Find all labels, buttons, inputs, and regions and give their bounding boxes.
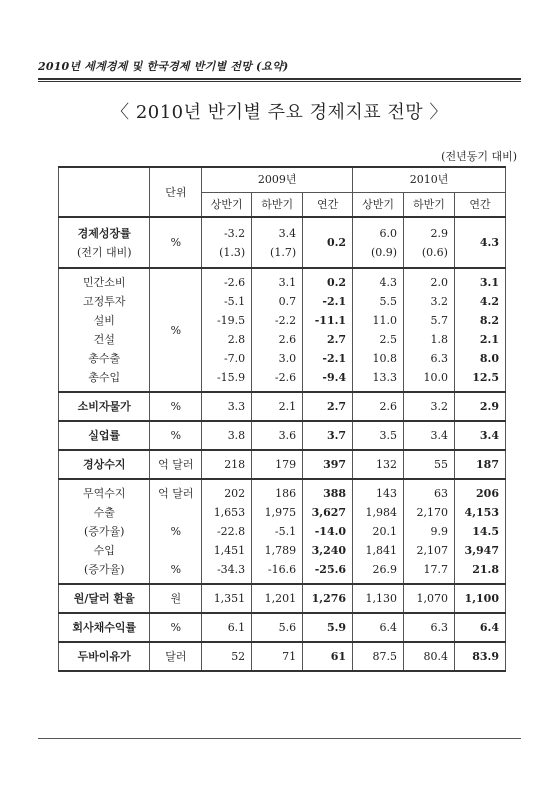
value-cell: 63 (404, 479, 455, 503)
value-cell: -22.8 (202, 522, 252, 541)
footer-rule (38, 738, 521, 739)
value-cell: 1,841 (353, 541, 404, 560)
header-2009: 2009년 (202, 167, 353, 192)
table-row (59, 479, 506, 503)
value-cell: -7.0 (202, 349, 252, 368)
running-header: 2010년 세계경제 및 한국경제 반기별 전망 (요약) (38, 60, 289, 73)
row-label: 고정투자 (59, 292, 150, 311)
value-cell: (1.7) (252, 243, 303, 268)
value-cell: 5.5 (353, 292, 404, 311)
value-cell: 3,627 (303, 503, 353, 522)
row-label: 무역수지 (59, 479, 150, 503)
header-2010-h1: 상반기 (353, 192, 404, 217)
value-cell: 9.9 (404, 522, 455, 541)
value-cell: 52 (202, 642, 252, 671)
value-cell: -16.6 (252, 560, 303, 584)
table-row (59, 292, 506, 311)
unit-cell: % (150, 560, 202, 584)
row-label: 두바이유가 (59, 642, 150, 671)
row-label: 수입 (59, 541, 150, 560)
unit-cell: % (150, 392, 202, 421)
table-row (59, 217, 506, 243)
value-cell: 10.8 (353, 349, 404, 368)
value-cell: 3,240 (303, 541, 353, 560)
value-cell: -5.1 (252, 522, 303, 541)
row-label: 경제성장률 (59, 217, 150, 243)
value-cell: 2.0 (404, 268, 455, 292)
value-cell: 20.1 (353, 522, 404, 541)
value-cell: 2.1 (252, 392, 303, 421)
value-cell: 2,107 (404, 541, 455, 560)
value-cell: 61 (303, 642, 353, 671)
row-label: 총수입 (59, 368, 150, 392)
value-cell: -2.1 (303, 349, 353, 368)
value-cell: 17.7 (404, 560, 455, 584)
row-label: 회사채수익률 (59, 613, 150, 642)
header-blank (59, 167, 150, 217)
unit-note: (전년동기 대비) (441, 150, 517, 163)
row-label: 원/달러 환율 (59, 584, 150, 613)
value-cell: 2.7 (303, 392, 353, 421)
value-cell: -2.2 (252, 311, 303, 330)
value-cell: -14.0 (303, 522, 353, 541)
unit-cell: 달러 (150, 642, 202, 671)
unit-cell: % (150, 613, 202, 642)
unit-cell: 억 달러 (150, 479, 202, 503)
value-cell: 202 (202, 479, 252, 503)
value-cell: 4.2 (454, 292, 505, 311)
value-cell: 11.0 (353, 311, 404, 330)
value-cell: 2.9 (404, 217, 455, 243)
value-cell: 1,100 (454, 584, 505, 613)
value-cell: 3.3 (202, 392, 252, 421)
value-cell: 218 (202, 450, 252, 479)
page-title: 〈 2010년 반기별 주요 경제지표 전망 〉 (111, 102, 448, 123)
value-cell: 1,070 (404, 584, 455, 613)
row-label: 설비 (59, 311, 150, 330)
value-cell: (1.3) (202, 243, 252, 268)
value-cell: 0.2 (303, 268, 353, 292)
value-cell: 388 (303, 479, 353, 503)
value-cell: 3.0 (252, 349, 303, 368)
value-cell: 2.7 (303, 330, 353, 349)
value-cell: 186 (252, 479, 303, 503)
value-cell: 4.3 (353, 268, 404, 292)
value-cell: 143 (353, 479, 404, 503)
value-cell: 206 (454, 479, 505, 503)
value-cell: 1,276 (303, 584, 353, 613)
value-cell: 5.7 (404, 311, 455, 330)
value-cell: 6.0 (353, 217, 404, 243)
value-cell: -5.1 (202, 292, 252, 311)
value-cell: 3.5 (353, 421, 404, 450)
value-cell: 6.4 (353, 613, 404, 642)
value-cell: 8.2 (454, 311, 505, 330)
value-cell: 71 (252, 642, 303, 671)
table-row (59, 392, 506, 421)
header-2009-annual: 연간 (303, 192, 353, 217)
row-label: 수출 (59, 503, 150, 522)
unit-cell: 억 달러 (150, 450, 202, 479)
value-cell: -15.9 (202, 368, 252, 392)
value-cell: 5.9 (303, 613, 353, 642)
row-label: (전기 대비) (59, 243, 150, 268)
header-rule-thin (38, 81, 521, 82)
value-cell: 2.9 (454, 392, 505, 421)
table-row (59, 560, 506, 584)
value-cell: 397 (303, 450, 353, 479)
value-cell: 3.1 (454, 268, 505, 292)
header-2009-h1: 상반기 (202, 192, 252, 217)
value-cell: 1,201 (252, 584, 303, 613)
value-cell: 14.5 (454, 522, 505, 541)
unit-cell: % (150, 217, 202, 268)
table-row (59, 584, 506, 613)
value-cell: 2.5 (353, 330, 404, 349)
value-cell: 2,170 (404, 503, 455, 522)
value-cell: 1,653 (202, 503, 252, 522)
value-cell: 3.8 (202, 421, 252, 450)
value-cell: 10.0 (404, 368, 455, 392)
header-2010-annual: 연간 (454, 192, 505, 217)
value-cell: 3.2 (404, 392, 455, 421)
value-cell: 4.3 (454, 217, 505, 268)
value-cell: -25.6 (303, 560, 353, 584)
value-cell: -2.6 (202, 268, 252, 292)
row-label: 건설 (59, 330, 150, 349)
unit-cell: % (150, 522, 202, 541)
value-cell: 21.8 (454, 560, 505, 584)
value-cell: (0.9) (353, 243, 404, 268)
value-cell: 6.1 (202, 613, 252, 642)
value-cell: 1,789 (252, 541, 303, 560)
row-label: 경상수지 (59, 450, 150, 479)
table-row (59, 503, 506, 522)
table-row (59, 450, 506, 479)
row-label: 소비자물가 (59, 392, 150, 421)
table-row (59, 330, 506, 349)
value-cell: 1,984 (353, 503, 404, 522)
value-cell: 87.5 (353, 642, 404, 671)
value-cell: 1,351 (202, 584, 252, 613)
header-rule (38, 78, 521, 80)
value-cell: 4,153 (454, 503, 505, 522)
value-cell: 83.9 (454, 642, 505, 671)
header-2010-h2: 하반기 (404, 192, 455, 217)
row-label: (증가율) (59, 560, 150, 584)
header-unit: 단위 (150, 167, 202, 217)
value-cell: 6.3 (404, 613, 455, 642)
value-cell: -2.1 (303, 292, 353, 311)
value-cell: 1,130 (353, 584, 404, 613)
value-cell: 2.1 (454, 330, 505, 349)
table-row (59, 421, 506, 450)
value-cell: -3.2 (202, 217, 252, 243)
table-row (59, 522, 506, 541)
value-cell: 12.5 (454, 368, 505, 392)
value-cell: 187 (454, 450, 505, 479)
row-label: 총수출 (59, 349, 150, 368)
value-cell: 2.8 (202, 330, 252, 349)
value-cell: 6.4 (454, 613, 505, 642)
value-cell: 3.7 (303, 421, 353, 450)
value-cell: 3.6 (252, 421, 303, 450)
value-cell: 1,451 (202, 541, 252, 560)
unit-cell (150, 503, 202, 522)
value-cell: 13.3 (353, 368, 404, 392)
value-cell: 2.6 (252, 330, 303, 349)
value-cell: 5.6 (252, 613, 303, 642)
table-row (59, 311, 506, 330)
row-label: (증가율) (59, 522, 150, 541)
table-row (59, 349, 506, 368)
table-row (59, 268, 506, 292)
value-cell: 2.6 (353, 392, 404, 421)
value-cell: -34.3 (202, 560, 252, 584)
value-cell: -19.5 (202, 311, 252, 330)
unit-cell: % (150, 421, 202, 450)
value-cell: 26.9 (353, 560, 404, 584)
value-cell: 3.4 (454, 421, 505, 450)
table-row (59, 642, 506, 671)
header-2010: 2010년 (353, 167, 506, 192)
value-cell: 0.7 (252, 292, 303, 311)
value-cell: (0.6) (404, 243, 455, 268)
value-cell: 6.3 (404, 349, 455, 368)
table-row (59, 541, 506, 560)
value-cell: 3,947 (454, 541, 505, 560)
value-cell: 8.0 (454, 349, 505, 368)
indicator-table (58, 166, 506, 672)
value-cell: 3.1 (252, 268, 303, 292)
value-cell: 1,975 (252, 503, 303, 522)
value-cell: 80.4 (404, 642, 455, 671)
value-cell: -2.6 (252, 368, 303, 392)
value-cell: 3.2 (404, 292, 455, 311)
table-row (59, 368, 506, 392)
value-cell: 1.8 (404, 330, 455, 349)
value-cell: 179 (252, 450, 303, 479)
value-cell: 3.4 (404, 421, 455, 450)
value-cell: -11.1 (303, 311, 353, 330)
header-2009-h2: 하반기 (252, 192, 303, 217)
value-cell: 132 (353, 450, 404, 479)
table-row (59, 613, 506, 642)
unit-cell: % (150, 268, 202, 392)
value-cell: 55 (404, 450, 455, 479)
value-cell: 3.4 (252, 217, 303, 243)
unit-cell: 원 (150, 584, 202, 613)
unit-cell (150, 541, 202, 560)
row-label: 실업률 (59, 421, 150, 450)
value-cell: 0.2 (303, 217, 353, 268)
value-cell: -9.4 (303, 368, 353, 392)
table-row (59, 243, 506, 268)
row-label: 민간소비 (59, 268, 150, 292)
